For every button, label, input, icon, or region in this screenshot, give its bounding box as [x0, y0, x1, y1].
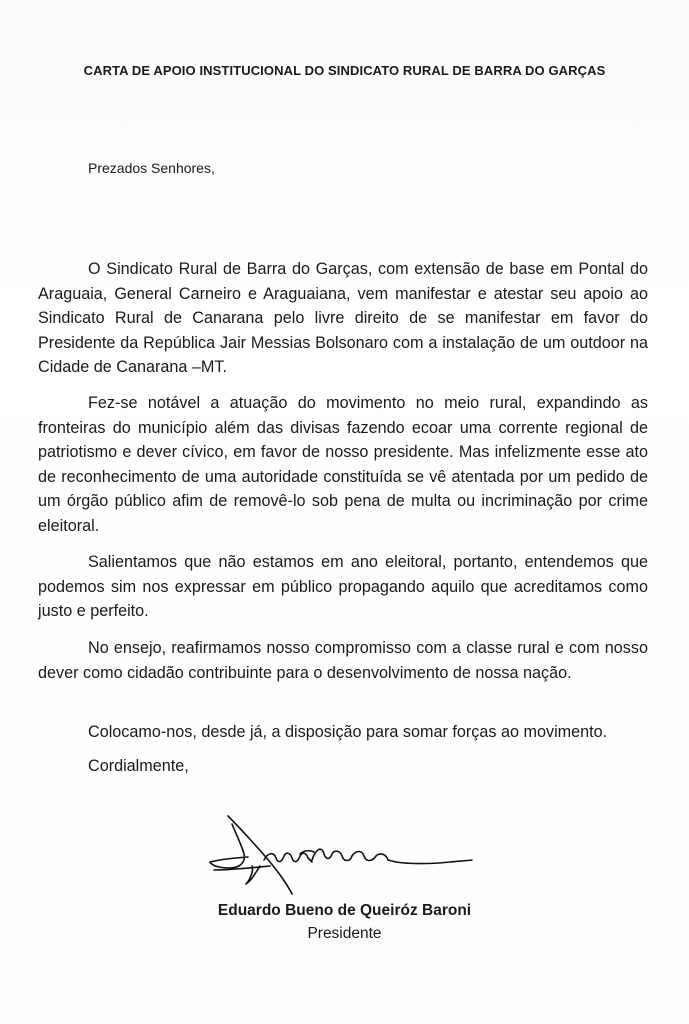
paragraph-3: Salientamos que não estamos em ano eleitoral, portanto, entendemos que podemos sim nos expressar em público propagando aquilo que acreditamos como justo e perfeito. — [38, 553, 648, 620]
letter-title: CARTA DE APOIO INSTITUCIONAL DO SINDICATO RURAL DE BARRA DO GARÇAS — [83, 63, 606, 78]
handwritten-signature — [200, 810, 480, 900]
closing: Cordialmente, — [88, 757, 189, 775]
signer-name: Eduardo Bueno de Queiróz Baroni — [217, 902, 472, 919]
signer-role: Presidente — [307, 925, 382, 942]
paragraph-5: Colocamo-nos, desde já, a disposição para somar forças ao movimento. — [88, 723, 608, 741]
salutation: Prezados Senhores, — [88, 160, 215, 176]
paragraph-4: No ensejo, reafirmamos nosso compromisso com a classe rural e com nosso dever como cidadão contribuinte para o desenvolvimento de nossa nação. — [38, 639, 648, 682]
paragraph-1: O Sindicato Rural de Barra do Garças, com extensão de base em Pontal do Araguaia, General Carneiro e Araguaiana, vem manifestar e atestar seu apoio ao Sindicato Rural de Canarana pelo livre direito de se manifestar em favor do Presidente da República Jair Messias Bolsonaro com a instalação de um outdoor na Cidade de Canarana –MT. — [38, 260, 648, 376]
paragraph-2: Fez-se notável a atuação do movimento no meio rural, expandindo as fronteiras do município além das divisas fazendo ecoar uma corrente regional de patriotismo e dever cívico, em favor de nosso presidente. Mas infelizmente esse ato de reconhecimento de uma autoridade constituída se vê atentada por um pedido de um órgão público afim de removê-lo sob pena de multa ou incriminação por crime eleitoral. — [38, 394, 648, 535]
